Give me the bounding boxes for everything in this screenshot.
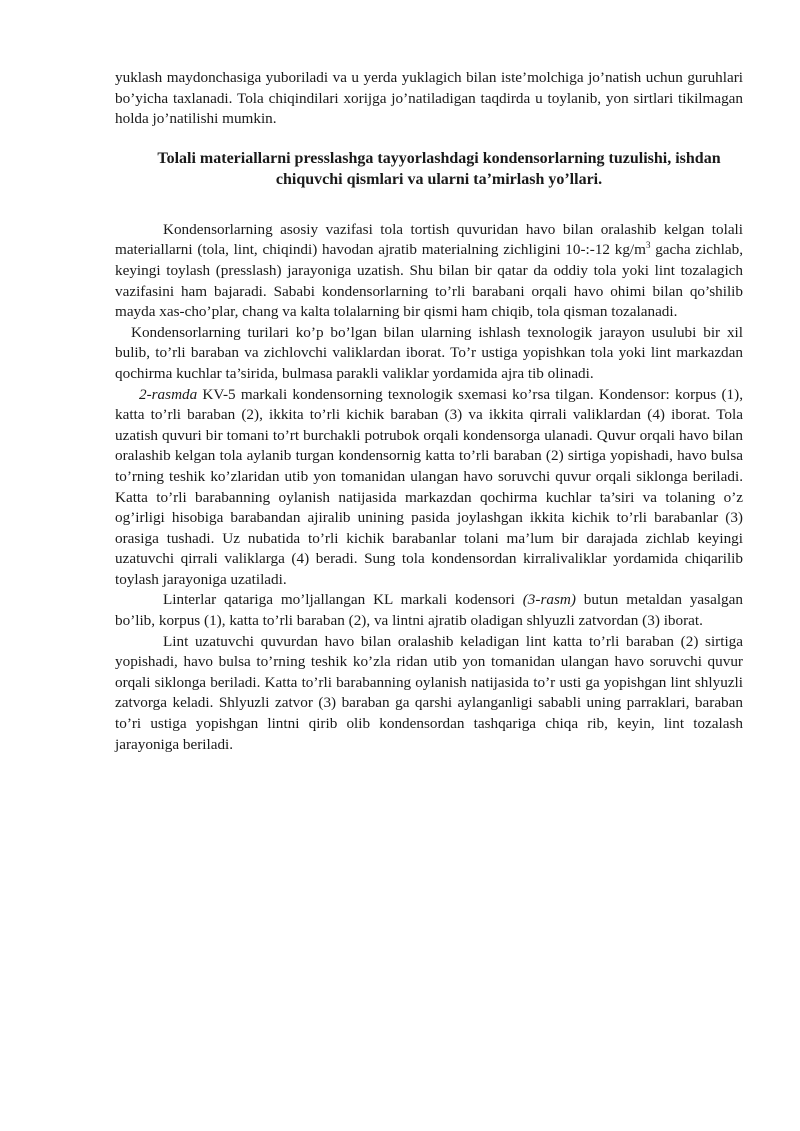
figure-reference: (3-rasm) [522,591,576,609]
paragraph-text: Linterlar qatariga mo’ljallangan KL markali kodensori [163,591,523,609]
paragraph-condenser-types: Kondensorlarning turilari ko’p bo’lgan bilan ularning ishlash texnologik jarayon usulubi bir xil bulib, to’rli baraban va zichlovchi valiklardan iborat. To’r ustiga yopishkan tola yoki lint markazdan qochirma kuchlar ta’sirida, bulmasa parakli valiklar yordamida ajra tib olinadi. [115,323,743,382]
paragraph-text: Kondensorlarning asosiy vazifasi tola tortish quvuridan havo bilan oralashib kelgan tolali materiallarni (tola, lint, chiqindi) havodan ajratib materialning zichligini 10-:-12 kg/m [115,220,743,259]
superscript: 3 [645,240,651,251]
section-heading: Tolali materiallarni presslashga tayyorlashdagi kondensorlarning tuzulishi, ishdan chiquvchi qismlari va ularni ta’mirlash yo’llari. [157,149,721,188]
paragraph-text: butun metaldan yasalgan bo’lib, korpus (1), katta to’rli baraban (2), va lintni ajratib oladigan shlyuzli zatvordan (3) iborat. [115,591,743,630]
paragraph-intro: yuklash maydonchasiga yuboriladi va u yerda yuklagich bilan iste’molchiga jo’natish uchun guruhlari bo’yicha taxlanadi. Tola chiqindilari xorijga jo’natiladigan taqdirda u toylanib, yon sirtlari tikilmagan holda jo’natilishi mumkin. [115,69,743,128]
paragraph-text: KV-5 markali kondensorning texnologik sxemasi ko’rsa tilgan. Kondensor: korpus (1), katta to’rli baraban (2), ikkita to’rli kichik baraban (3) va ikkita qirrali valiklardan (4) iborat. Tola uzatish quvuri bir tomani to’rt burchakli potrubok orqali kondensorga ulanadi. Quvur orqali havo bilan oralashib kelgan tola aylanib turgan kondensornig katta to’rli baraban (2) sirtiga yopishadi, havo bulsa to’rning teshik ko’zlaridan utib yon tomanidan ulangan havo soruvchi quvur orqali siklonga beriladi. Katta to’rli barabanning oylanish natijasida markazdan qochirma kuchlar ta’siri va tolaning o’z og’irligi hisobiga barabandan ajiralib unining pasida joylashgan ikkita kichik to’rli barabanlar (3) orasiga tushadi. Uz nubatida to’rli kichik barabanlar tolani ma’lum bir darajada zichlab keyingi uzatuvchi qirrali valiklarga (4) beradi. Sung tola kondensordan kirralivaliklar yordamida chiqarilib toylash jarayoniga uzatiladi. [115,385,743,588]
paragraph-kv5-scheme [115,385,743,591]
paragraph-lint-process: Lint uzatuvchi quvurdan havo bilan oralashib keladigan lint katta to’rli baraban (2) sirtiga yopishadi, havo bulsa to’rning teshik ko’zla ridan utib yon tomanidan ulangan havo soruvchi quvur orqali siklonga beriladi. Katta to’rli barabanning oylanish natijasida to’r usti ga yopishgan lint shlyuzli zatvorga keladi. Shlyuzli zatvor (3) baraban ga qarshi aylanganligi sababli uning parraklari, baraban to’ri ustiga yopishgan lintni qirib olib kondensordan tashqariga chiqa rib, keyin, lint tozalash jarayoniga beriladi. [115,632,743,753]
paragraph-kl-condenser [115,590,743,631]
figure-reference: 2-rasmda [139,385,198,403]
document-page [115,68,743,755]
paragraph-text: gacha zichlab, keyingi toylash (presslash) jarayoniga uzatish. Shu bilan bir qatar da oddiy tola yoki lint tozalagich vazifasini ham bajaradi. Sababi kondensorlarning to’rli barabani orqali havo ohimi bilan qo’shilib mayda xas-cho’plar, chang va kalta tolalarning bir qismi ham chiqib, tola qisman tozalanadi. [115,241,743,321]
paragraph-condenser-purpose [115,220,743,323]
